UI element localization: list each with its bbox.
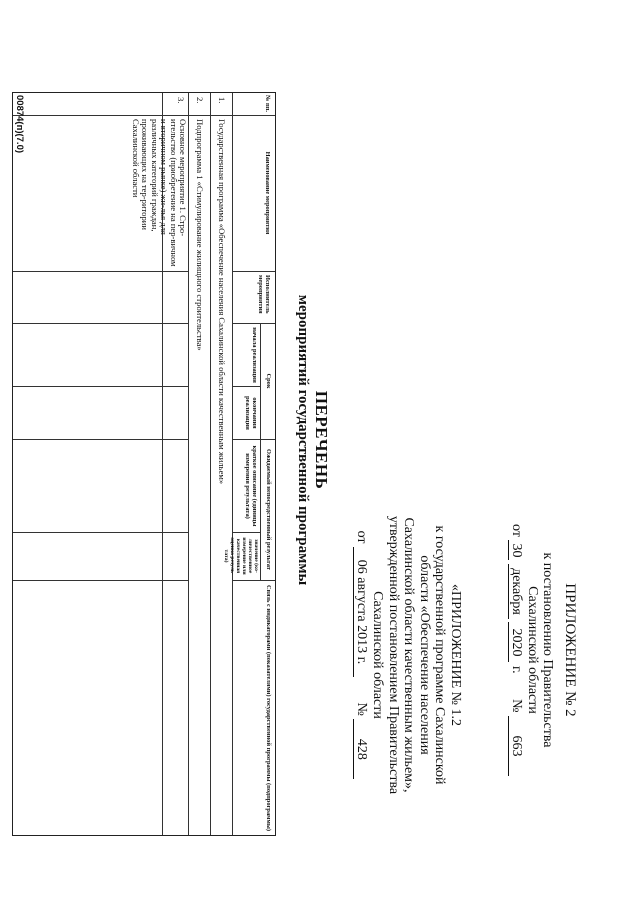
row-3-text: Основное мероприятие 1. Стро-ительство (приобретение на пер-вичном и вторичном рынке) жи-лья для различных категорий граждан, проживающих на тер-ритории Сахалинской области xyxy=(130,119,188,267)
header-executor: Исполнитель мероприятия xyxy=(256,275,271,314)
date-suffix: г. xyxy=(509,665,525,674)
date-prefix: от xyxy=(354,530,370,544)
row-1-num: 1. xyxy=(217,97,227,104)
number-sign: № xyxy=(509,699,525,713)
number-sign: № xyxy=(354,702,370,716)
program-appendix-line-4: утвержденной постановлением Правительства xyxy=(385,515,401,795)
program-number: 428 xyxy=(353,719,370,779)
appendix-block xyxy=(508,500,577,800)
header-term-start: начала реализации xyxy=(251,327,258,383)
program-appendix-line-2: области «Обеспечение населения xyxy=(416,555,432,755)
row-3-num: 3. xyxy=(176,97,186,104)
header-result: Ожидаемый непосредственный результат xyxy=(265,449,272,570)
header-term-end: окончания реализации xyxy=(243,396,258,430)
row-1-text: Государственная программа «Обеспечение населения Сахалинской области качественным жильем» xyxy=(217,119,227,485)
measures-table xyxy=(12,92,276,836)
appendix-line-2: Сахалинской области xyxy=(524,586,540,714)
appendix-number: 663 xyxy=(508,716,525,776)
row-2-text: Подпрограмма 1 «Стимулирование жилищного строительства» xyxy=(195,119,205,351)
header-name: Наименование мероприятия xyxy=(264,151,271,235)
header-link: Связь с индикаторами (показателями) государственной программы (подпрограммы) xyxy=(265,584,272,831)
heading-title: ПЕРЕЧЕНЬ xyxy=(312,390,331,490)
date-day: 30 xyxy=(508,540,525,560)
appendix-title: ПРИЛОЖЕНИЕ № 2 xyxy=(562,583,578,717)
heading-subtitle: мероприятий государственной программы xyxy=(295,294,311,586)
footer-code: 00874(п)(7.0) xyxy=(14,95,25,154)
program-date: 06 августа 2013 г. xyxy=(353,547,370,677)
appendix-line-1: к постановлению Правительства xyxy=(540,552,556,748)
heading-block xyxy=(294,280,331,600)
header-term: Срок xyxy=(265,373,272,389)
row-2-num: 2. xyxy=(195,97,205,104)
header-num: № пп. xyxy=(264,95,271,112)
program-appendix-title: «ПРИЛОЖЕНИЕ № 1.2 xyxy=(448,584,463,726)
date-month: декабря xyxy=(508,564,525,619)
program-appendix-line-3: Сахалинской области качественным жильем», xyxy=(401,517,417,793)
program-appendix-line-5: Сахалинской области xyxy=(370,591,386,719)
header-result-value: значение (ко-личественное измерение или качественная оценка резуль-тата) xyxy=(223,537,259,575)
program-appendix-block xyxy=(353,500,463,810)
program-appendix-date-line xyxy=(353,500,370,810)
header-result-desc: краткое описание (единицы измерения результата) xyxy=(243,445,258,527)
appendix-date-line xyxy=(508,500,525,800)
program-appendix-line-1: к государственной программе Сахалинской xyxy=(432,525,448,785)
date-prefix: от xyxy=(509,524,525,537)
date-year: 2020 xyxy=(508,622,525,662)
